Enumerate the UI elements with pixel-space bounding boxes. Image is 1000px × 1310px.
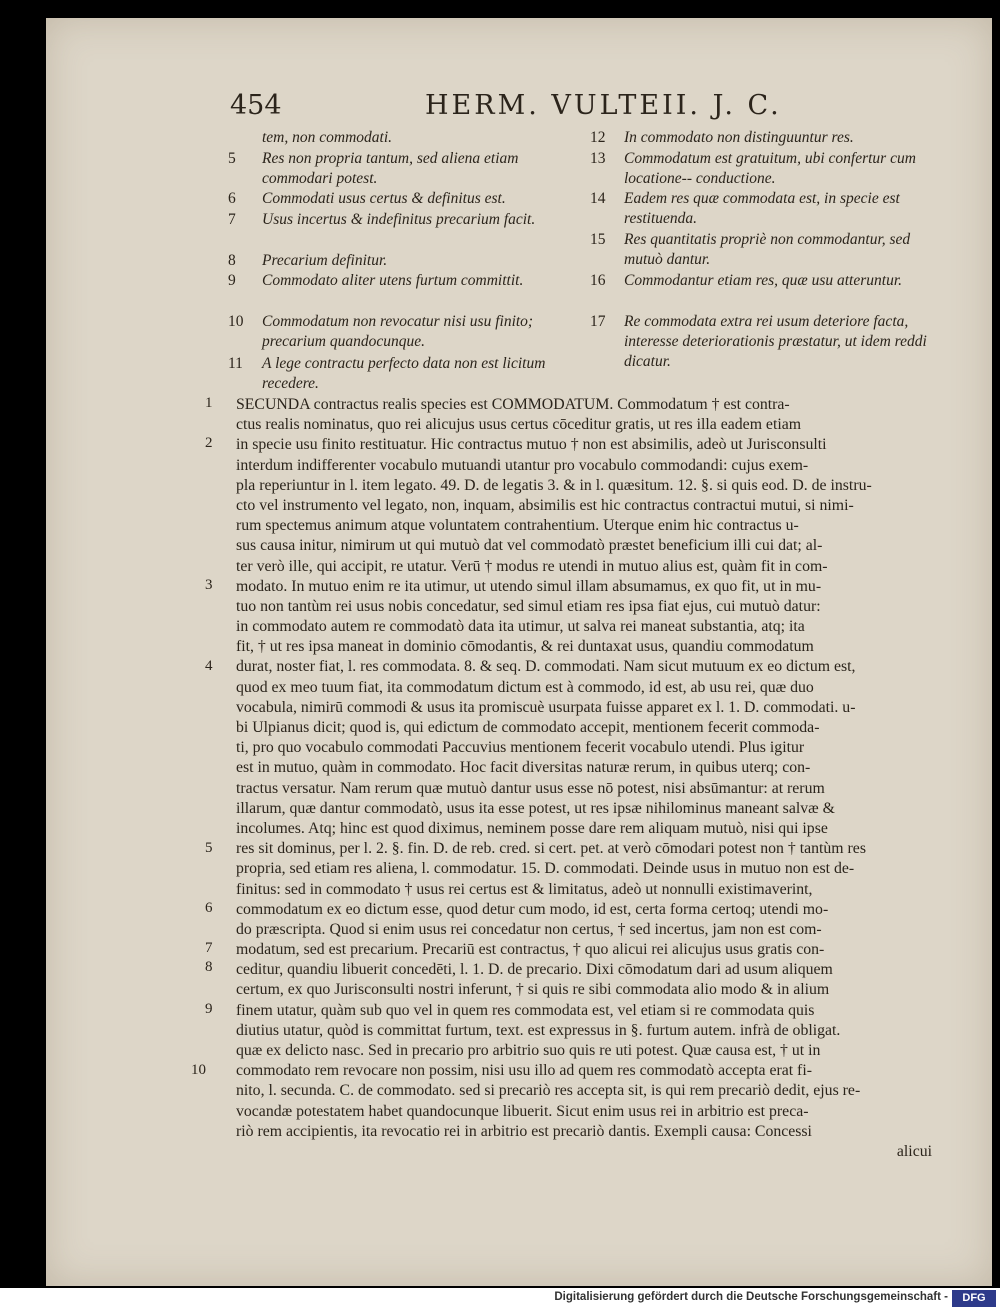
catchword: alicui (896, 1142, 932, 1160)
body-line: diutius utatur, quòd is committat furtum, text. est expressus in §. furtum autem. infrà de obligat. (236, 1021, 841, 1039)
summary-text: Eadem res quæ commodata est, in specie est restituenda. (624, 190, 900, 227)
body-line: fit, † ut res ipsa maneat in dominio cōmodantis, & rei duntaxat usus, quandiu commodatum (236, 638, 814, 656)
body-line: modato. In mutuo enim re ita utimur, ut utendo simul illam absumamus, ex quo fit, ut in mu- (236, 577, 822, 595)
body-line: ctus realis nominatus, quo rei alicujus usus certus cōceditur gratis, ut res illa eadem etiam (236, 416, 802, 434)
summary-text: Res quantitatis propriè non commodantur, sed mutuò dantur. (624, 231, 911, 268)
summary-number: 6 (228, 190, 236, 207)
body-line: rum spectemus animum atque voluntatem contrahentium. Uterque enim hic contractus u- (236, 517, 799, 535)
summary-number: 17 (590, 313, 606, 330)
summary-text: Commodatum est gratuitum, ubi confertur cum locatione-- conductione. (624, 150, 916, 187)
body-line: in specie usu finito restituatur. Hic contractus mutuo † non est absimilis, adeò ut Jurisconsulti (236, 436, 827, 454)
body-line: incolumes. Atq; hinc est quod diximus, neminem posse dare rem aliquam mutuò, nisi qui ipse (236, 819, 828, 837)
body-line: certum, ex quo Jurisconsulti nostri inferunt, † si quis re sibi commodata alio modo & in alium (236, 981, 830, 999)
summary-text: Commodantur etiam res, quæ usu atteruntur. (624, 272, 903, 289)
summary-text: Re commodata extra rei usum deteriore facta, interesse deteriorationis præstatur, ut idem reddi dicatur. (624, 313, 927, 370)
margin-number: 9 (205, 1001, 213, 1017)
summary-text: Usus incertus & indefinitus precarium facit. (262, 211, 536, 228)
body-line: pla reperiuntur in l. item legato. 49. D. de legatis 3. & in l. quæsitum. 12. §. si quis eod. D. de instru- (236, 476, 872, 494)
summary-number: 7 (228, 211, 236, 228)
running-head: HERM. VULTEII. J. C. (425, 90, 782, 121)
summary-text: In commodato non distinguuntur res. (624, 129, 854, 146)
summary-number: 8 (228, 252, 236, 269)
body-line: ceditur, quandiu libuerit concedēti, l. 1. D. de precario. Dixi cōmodatum dari ad usum aliquem (236, 961, 833, 979)
body-line: ti, pro quo vocabulo commodati Paccuvius mentionem fecerit vocabulo utendi. Plus igitur (236, 739, 805, 757)
body-text (236, 395, 932, 1162)
summary-number: 10 (228, 313, 244, 330)
body-line: quæ ex delicto nasc. Sed in precario pro arbitrio suo quis re uti potest. Quæ causa est, † ut in (236, 1042, 821, 1059)
body-line: tuo non tantùm rei usus nobis concedatur, sed simul etiam res ipsa fiat ejus, cui mutuò datur: (236, 597, 821, 615)
summary-number: 16 (590, 272, 606, 289)
margin-number: 2 (205, 435, 213, 451)
margin-number: 10 (191, 1062, 206, 1078)
body-line: ter verò ille, qui accipit, re utatur. Verū † modus re utendi in mutuo alius est, quàm fit in com- (236, 557, 828, 575)
summary-text: A lege contractu perfecto data non est licitum recedere. (262, 355, 546, 392)
body-line: modatum, sed est precarium. Precariū est contractus, † quo alicui rei alicujus usus gratis con- (236, 941, 825, 959)
summary-number: 5 (228, 150, 236, 167)
body-line: SECUNDA contractus realis species est COMMODATUM. Commodatum † est contra- (236, 396, 790, 413)
summary-number: 14 (590, 190, 606, 207)
body-line: vocandæ potestatem habet quandocunque libuerit. Sicut enim usus rei in arbitrio est preca- (236, 1102, 809, 1120)
summary-text: Commodato aliter utens furtum committit. (262, 272, 524, 289)
summary-number: 12 (590, 129, 606, 146)
margin-number: 3 (205, 577, 213, 593)
page-header (230, 90, 950, 126)
body-line: commodatum ex eo dictum esse, quod detur cum modo, id est, certa forma certoq; utendi mo- (236, 900, 829, 918)
summary-text: Commodatum non revocatur nisi usu finito; precarium quandocunque. (262, 313, 534, 350)
summary-number: 15 (590, 231, 606, 248)
summary-number: 13 (590, 150, 606, 167)
summary-text: Commodati usus certus & definitus est. (262, 190, 506, 207)
margin-number: 5 (205, 840, 213, 856)
body-line: illarum, quæ dantur commodatò, usus ita esse potest, ut res ipsæ nihilominus maneant salvæ & (236, 799, 835, 817)
summary-number: 11 (228, 355, 243, 372)
margin-number: 1 (205, 395, 213, 411)
footer-bar (0, 1288, 1000, 1310)
margin-number: 7 (205, 940, 213, 956)
summary-text: tem, non commodati. (262, 129, 393, 146)
body-line: commodato rem revocare non possim, nisi usu illo ad quem res commodatò accepta erat fi- (236, 1062, 812, 1080)
body-line: durat, noster fiat, l. res commodata. 8. & seq. D. commodati. Nam sicut mutuum ex eo dictum est, (236, 658, 856, 676)
body-line: vocabula, nimirū commodi & usus ita promiscuè usurpata fuisse apparet ex l. 1. D. commodati. u- (236, 698, 856, 716)
dfg-logo: DFG (952, 1290, 996, 1307)
margin-number: 6 (205, 900, 213, 916)
body-line: tractus versatur. Nam rerum quæ mutuò dantur usus esse nō potest, nisi absūmantur: at rerum (236, 779, 825, 797)
body-line: bi Ulpianus dicit; quod is, qui edictum de commodato accepit, mentionem fecerit commoda- (236, 719, 820, 736)
body-line: quod ex meo tuum fiat, ita commodatum dictum est à commodo, id est, ab usu rei, quæ duo (236, 678, 814, 696)
body-line: sus causa initur, nimirum ut qui mutuò dat vel commodatò præstet beneficium illi cui dat; al- (236, 537, 823, 555)
body-line: cto vel instrumento vel legato, non, inquam, absimilis est hic contractus contractui mutui, si nimi- (236, 496, 854, 514)
body-line: nito, l. secunda. C. de commodato. sed si precariò res accepta sit, is qui rem precariò dedit, ejus re- (236, 1082, 861, 1100)
summary-text: Res non propria tantum, sed aliena etiam commodari potest. (262, 150, 519, 187)
body-line: propria, sed etiam res aliena, l. commodatur. 15. D. commodati. Deinde usus in mutuo non est de- (236, 860, 855, 878)
margin-number: 4 (205, 658, 213, 674)
body-line: est in mutuo, quàm in commodato. Hoc facit diversitas naturæ rerum, in quibus uterq; con- (236, 759, 811, 777)
body-line: res sit dominus, per l. 2. §. fin. D. de reb. cred. si cert. pet. at verò cōmodari potest non † tantùm res (236, 840, 866, 858)
body-line: interdum indifferenter vocabulo mutuandi utantur pro vocabulo commodandi: cujus exem- (236, 456, 809, 474)
body-line: finem utatur, quàm sub quo vel in quem res commodata est, vel etiam si re commodata quis (236, 1001, 815, 1019)
body-line: do præscripta. Quod si enim usus rei concedatur non certus, † sed incertus, jam non est com- (236, 920, 822, 938)
margin-number: 8 (205, 959, 213, 975)
body-line: riò rem accipientis, ita revocatio rei in arbitrio est precariò dantis. Exempli causa: Concessi (236, 1122, 812, 1140)
body-line: finitus: sed in commodato † usus rei certus est & limitatus, adeò ut nonnulli existimaverint, (236, 880, 813, 898)
body-line: in commodato autem re commodatò data ita utimur, ut salva rei maneat substantia, atq; ita (236, 618, 805, 636)
footer-credit: Digitalisierung gefördert durch die Deutsche Forschungsgemeinschaft - (554, 1291, 948, 1303)
summary-number: 9 (228, 272, 236, 289)
page-number: 454 (230, 90, 282, 121)
summary-text: Precarium definitur. (262, 252, 388, 269)
